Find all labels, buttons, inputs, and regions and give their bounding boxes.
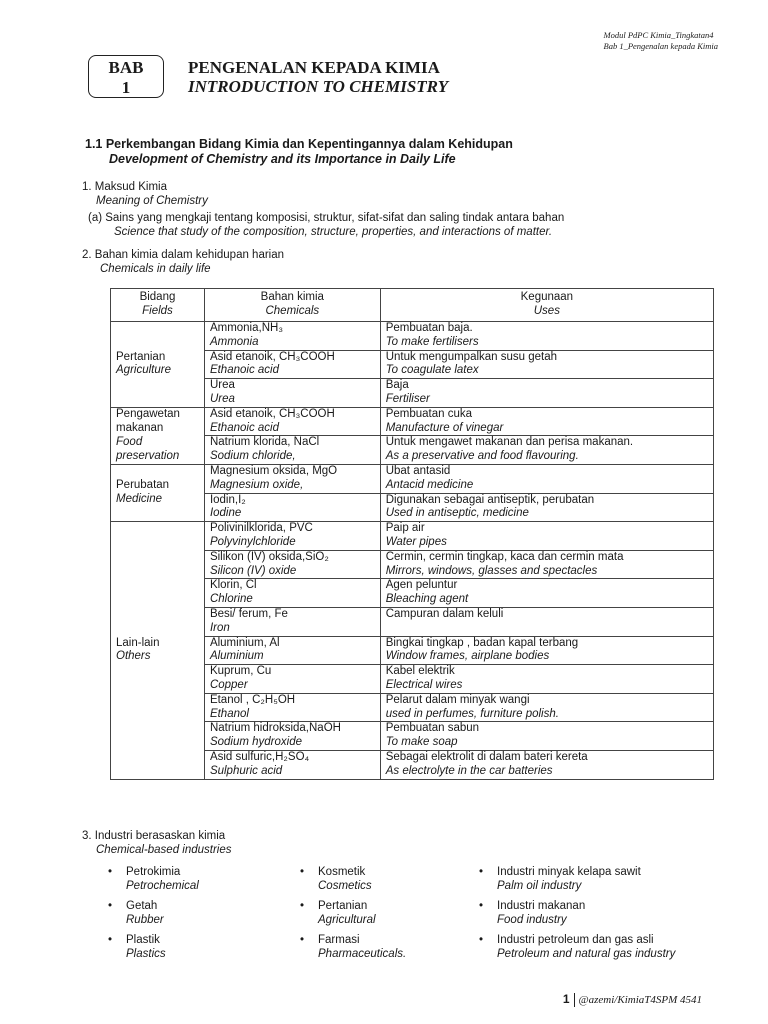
field-en: Others: [116, 650, 151, 663]
header-uses: Kegunaan Uses: [380, 289, 713, 322]
header-chemicals: Bahan kimia Chemicals: [204, 289, 380, 322]
industry-item: • Getah Rubber: [108, 900, 164, 926]
field-cell: [111, 322, 205, 408]
chem-en: Aluminium: [209, 650, 264, 663]
section-heading-en: Development of Chemistry and its Importance in Daily Life: [109, 152, 456, 166]
chapter-title-en: INTRODUCTION TO CHEMISTRY: [188, 77, 449, 96]
use-ms: Ubat antasid: [385, 464, 451, 477]
table-body: [111, 322, 714, 780]
table-header-row: [111, 289, 714, 322]
use-cell: [380, 693, 713, 722]
q1-answer-ms: (a) Sains yang mengkaji tentang komposisi, struktur, sifat-sifat dan saling tindak antara bahan: [88, 212, 565, 224]
chem-ms: Urea: [209, 379, 235, 392]
header-fields: Bidang Fields: [111, 289, 205, 322]
use-ms: Untuk mengawet makanan dan perisa makanan.: [385, 436, 634, 449]
chem-ms: Natrium hidroksida,NaOH: [209, 722, 341, 735]
chapter-label: BAB: [108, 58, 144, 77]
chem-en: Ethanoic acid: [209, 421, 279, 434]
field-en: Medicine: [116, 493, 163, 506]
q1-title-en: Meaning of Chemistry: [96, 195, 208, 207]
use-cell: [380, 607, 713, 636]
running-header: [604, 30, 719, 52]
use-ms: Baja: [385, 379, 409, 392]
use-ms: Pembuatan baja.: [385, 322, 473, 334]
chem-en: Ammonia: [209, 335, 259, 348]
use-cell: [380, 722, 713, 751]
use-en: As electrolyte in the car batteries: [385, 764, 553, 777]
use-ms: Pembuatan cuka: [385, 407, 473, 420]
use-ms: Campuran dalam keluli: [385, 607, 504, 620]
chemical-cell: [204, 665, 380, 694]
question-1: [82, 180, 208, 208]
chem-en: Sulphuric acid: [209, 764, 283, 777]
use-cell: [380, 464, 713, 493]
use-en: Used in antiseptic, medicine: [385, 507, 529, 520]
field-en: Agriculture: [116, 364, 171, 377]
table-row: [111, 522, 714, 551]
chemical-cell: [204, 436, 380, 465]
use-cell: [380, 379, 713, 408]
use-cell: [380, 436, 713, 465]
table-row: [111, 407, 714, 436]
field-cell: [111, 407, 205, 464]
chem-ms: Asid etanoik, CH₃COOH: [209, 407, 335, 420]
chapter-box: [88, 55, 164, 98]
chapter-title-ms: PENGENALAN KEPADA KIMIA: [188, 58, 440, 77]
q1-answer: [88, 211, 564, 239]
use-cell: [380, 665, 713, 694]
chem-ms: Polivinilklorida, PVC: [209, 522, 313, 535]
chemical-cell: [204, 407, 380, 436]
industry-item: • Industri petroleum dan gas asli Petroleum and natural gas industry: [479, 934, 676, 960]
chem-en: Iodine: [209, 507, 242, 520]
use-ms: Paip air: [385, 522, 425, 535]
chem-en: Sodium chloride,: [209, 450, 296, 463]
chemical-cell: [204, 579, 380, 608]
chem-en: Silicon (IV) oxide: [209, 564, 297, 577]
use-ms: Sebagai elektrolit di dalam bateri kereta: [385, 750, 588, 763]
use-en: Water pipes: [385, 535, 447, 548]
chem-ms: Etanol , C₂H₅OH: [209, 693, 296, 706]
table-row: [111, 464, 714, 493]
chemical-cell: [204, 607, 380, 636]
field-ms: Lain-lain: [116, 636, 160, 649]
chapter-number: 1: [121, 78, 131, 97]
use-ms: Pelarut dalam minyak wangi: [385, 693, 530, 706]
chem-ms: Besi/ ferum, Fe: [209, 607, 288, 620]
use-en: used in perfumes, furniture polish.: [385, 707, 559, 720]
use-cell: [380, 322, 713, 351]
q2-title-en: Chemicals in daily life: [100, 263, 211, 275]
field-ms: Pertanian: [116, 350, 166, 363]
q3-title-en: Chemical-based industries: [96, 844, 232, 856]
chapter-title: [188, 58, 448, 96]
chem-en: Magnesium oxide,: [209, 478, 304, 491]
field-ms: Perubatan: [116, 479, 170, 492]
use-cell: [380, 550, 713, 579]
chemical-cell: [204, 379, 380, 408]
chem-en: Sodium hydroxide: [209, 736, 302, 749]
q3-title-ms: 3. Industri berasaskan kimia: [82, 830, 226, 842]
use-en: To make fertilisers: [385, 335, 479, 348]
chem-ms: Klorin, Cl: [209, 579, 257, 592]
header-module: Modul PdPC Kimia_Tingkatan4: [603, 30, 714, 40]
chem-en: Urea: [209, 392, 235, 405]
chem-en: Iron: [209, 621, 230, 634]
field-cell: [111, 464, 205, 521]
use-en: Manufacture of vinegar: [385, 421, 504, 434]
use-ms: Kabel elektrik: [385, 665, 455, 678]
chemical-cell: [204, 464, 380, 493]
chem-ms: Silikon (IV) oksida,SiO₂: [209, 550, 329, 563]
industry-item: • Farmasi Pharmaceuticals.: [300, 934, 407, 960]
use-ms: Pembuatan sabun: [385, 722, 480, 735]
chemical-cell: [204, 350, 380, 379]
chem-ms: Natrium klorida, NaCl: [209, 436, 320, 449]
chem-ms: Aluminium, Al: [209, 636, 280, 649]
chemical-cell: [204, 636, 380, 665]
table-row: [111, 322, 714, 351]
use-cell: [380, 493, 713, 522]
use-en: Window frames, airplane bodies: [385, 650, 550, 663]
page-number: 1: [562, 992, 570, 1006]
use-en: Mirrors, windows, glasses and spectacles: [385, 564, 598, 577]
chemical-cell: [204, 550, 380, 579]
footer-credit: @azemi/KimiaT4SPM 4541: [578, 994, 702, 1006]
use-ms: Bingkai tingkap , badan kapal terbang: [385, 636, 579, 649]
field-cell: [111, 522, 205, 779]
q1-answer-en: Science that study of the composition, structure, properties, and interactions of matter.: [114, 226, 553, 238]
field-ms: Pengawetan makanan: [116, 408, 180, 435]
chem-en: Copper: [209, 678, 248, 691]
question-2: [82, 248, 284, 276]
chem-ms: Asid sulfuric,H₂SO₄: [209, 750, 310, 763]
chem-ms: Ammonia,NH₃: [209, 322, 283, 334]
use-ms: Untuk mengumpalkan susu getah: [385, 350, 558, 363]
chem-ms: Iodin,I₂: [209, 493, 246, 506]
q1-title-ms: 1. Maksud Kimia: [82, 181, 168, 193]
use-cell: [380, 522, 713, 551]
use-cell: [380, 407, 713, 436]
use-en: To make soap: [385, 736, 458, 749]
use-ms: Digunakan sebagai antiseptik, perubatan: [385, 493, 595, 506]
chem-en: Ethanol: [209, 707, 249, 720]
chem-ms: Asid etanoik, CH₃COOH: [209, 350, 335, 363]
section-heading: [85, 137, 513, 167]
industry-item: • Pertanian Agricultural: [300, 900, 376, 926]
chem-en: Chlorine: [209, 593, 253, 606]
industry-item: • Plastik Plastics: [108, 934, 166, 960]
section-heading-ms: 1.1 Perkembangan Bidang Kimia dan Kepentingannya dalam Kehidupan: [85, 137, 513, 151]
use-en: Bleaching agent: [385, 593, 469, 606]
use-en: As a preservative and food flavouring.: [385, 450, 579, 463]
use-en: Electrical wires: [385, 678, 463, 691]
industry-item: • Petrokimia Petrochemical: [108, 866, 199, 892]
footer-divider: [574, 993, 575, 1007]
use-cell: [380, 350, 713, 379]
chem-en: Polyvinylchloride: [209, 535, 296, 548]
question-3: [82, 829, 232, 857]
chem-en: Ethanoic acid: [209, 364, 279, 377]
chemical-cell: [204, 493, 380, 522]
use-ms: Cermin, cermin tingkap, kaca dan cermin mata: [385, 550, 624, 563]
use-cell: [380, 579, 713, 608]
industry-item: • Industri minyak kelapa sawit Palm oil industry: [479, 866, 641, 892]
chemical-cell: [204, 750, 380, 779]
chemical-cell: [204, 722, 380, 751]
use-cell: [380, 750, 713, 779]
industry-item: • Kosmetik Cosmetics: [300, 866, 372, 892]
header-chapter: Bab 1_Pengenalan kepada Kimia: [603, 41, 718, 51]
chemical-cell: [204, 522, 380, 551]
page-footer: [563, 992, 702, 1007]
use-ms: Agen peluntur: [385, 579, 458, 592]
use-cell: [380, 636, 713, 665]
use-en: Antacid medicine: [385, 478, 474, 491]
field-en: Food preservation: [116, 435, 180, 462]
industry-item: • Industri makanan Food industry: [479, 900, 586, 926]
q2-title-ms: 2. Bahan kimia dalam kehidupan harian: [82, 249, 285, 261]
chem-ms: Kuprum, Cu: [209, 665, 272, 678]
chemicals-table: [110, 288, 714, 780]
use-en: To coagulate latex: [385, 364, 479, 377]
chemical-cell: [204, 322, 380, 351]
use-en: Fertiliser: [385, 392, 430, 405]
chem-ms: Magnesium oksida, MgO: [209, 464, 338, 477]
chemical-cell: [204, 693, 380, 722]
